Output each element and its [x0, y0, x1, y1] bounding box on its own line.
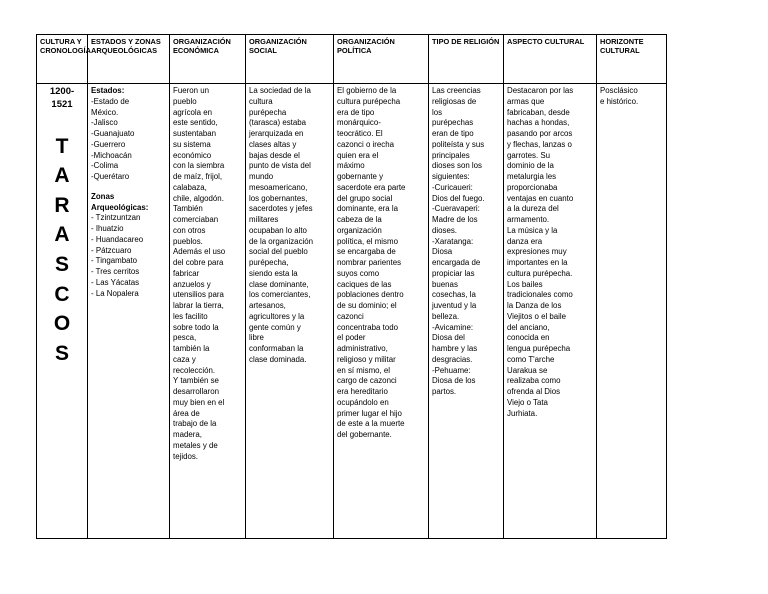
text-line: metales y de — [173, 440, 218, 450]
cell-estados — [88, 84, 170, 539]
zonas-title — [91, 192, 166, 214]
text-line: dominio de la — [507, 161, 554, 171]
cell-cultural — [504, 84, 597, 539]
text-line: era de tipo — [337, 107, 375, 117]
text-line: proporcionaba — [507, 182, 558, 192]
text-line: cosechas, la — [432, 290, 476, 300]
text-line: Destacaron por las — [507, 86, 574, 95]
text-line: cargo de cazonci — [337, 376, 397, 386]
estados-list — [91, 97, 166, 183]
text-line: purépecha, — [249, 258, 289, 267]
text-line: La música y la — [507, 225, 558, 235]
text-line: armas que — [507, 96, 545, 106]
text-line: clase dominante, — [249, 279, 309, 289]
header-religion: TIPO DE RELIGIÓN — [429, 35, 504, 84]
text-line: fabricar — [173, 268, 200, 278]
text-line: los — [432, 107, 443, 117]
text-line: Diosa del — [432, 333, 465, 343]
culture-letter: R — [54, 193, 70, 217]
header-row — [37, 35, 667, 84]
text-line: agrícola en — [173, 107, 213, 117]
text-line: área de — [173, 408, 200, 418]
text-line: hachas a hondas, — [507, 118, 570, 128]
zona-item: - La Nopalera — [91, 288, 139, 298]
text-line: a la dureza del — [507, 204, 559, 214]
text-line: Jurhiata. — [507, 408, 538, 418]
text-line: de su dominio; el — [337, 301, 397, 310]
zona-item: - Tzintzuntzan — [91, 213, 141, 223]
text-line: -Curicaueri: — [432, 182, 473, 192]
text-line: hambre y las — [432, 344, 478, 353]
text-line: utensilios para — [173, 290, 224, 300]
text-line: ofrenda al Dios — [507, 387, 561, 396]
culture-letter: O — [53, 312, 71, 336]
text-line: con otros — [173, 225, 206, 235]
text-line: Uarakua se — [507, 365, 548, 375]
text-line: desgracias. — [432, 354, 473, 364]
text-line: este sentido, — [173, 118, 218, 128]
text-line: cultura — [249, 96, 273, 106]
text-line: cabeza de la — [337, 215, 382, 224]
text-line: el poder — [337, 333, 366, 343]
text-line: metalurgia les — [507, 172, 557, 181]
header-social: ORGANIZACIÓN SOCIAL — [246, 35, 334, 84]
culture-letter: T — [55, 134, 69, 158]
text-line: suyos como — [337, 268, 380, 278]
text-line: buenas — [432, 279, 458, 289]
text-line: Viejo o Tata — [507, 397, 548, 407]
text-line: desarrollaron — [173, 387, 220, 396]
text-line: como T'arche — [507, 354, 555, 364]
text-line: su sistema — [173, 139, 211, 149]
text-line: agricultores y la — [249, 311, 305, 321]
text-line: mundo — [249, 172, 274, 181]
text-line: siendo esta la — [249, 268, 298, 278]
text-line: con la siembra — [173, 161, 225, 171]
year-end: 1521 — [51, 98, 73, 110]
text-line: cultura purépecha. — [507, 268, 573, 278]
text-line: pasando por arcos — [507, 129, 573, 138]
zona-item: - Tingambato — [91, 256, 138, 266]
text-line: administrativo, — [337, 344, 388, 353]
text-line: sacerdote era parte — [337, 182, 406, 192]
text-line: monárquico- — [337, 118, 381, 128]
text-line: Diosa de los — [432, 376, 476, 386]
text-line: pueblos. — [173, 236, 203, 246]
text-line: quien era el — [337, 150, 379, 160]
text-line: pueblo — [173, 96, 197, 106]
text-line: se encargaba de — [337, 247, 396, 257]
text-line: politeísta y sus — [432, 139, 485, 149]
text-line: dominante, era la — [337, 204, 398, 214]
header-cultural: ASPECTO CULTURAL — [504, 35, 597, 84]
estados-title: Estados: — [91, 86, 125, 95]
text-line: clase dominada. — [249, 354, 307, 364]
text-line: chile, algodón. — [173, 193, 224, 203]
text-line: labrar la tierra, — [173, 301, 224, 310]
text-line: conformaban la — [249, 344, 304, 353]
text-line: importantes en la — [507, 258, 568, 267]
text-line: belleza. — [432, 311, 460, 321]
zonas-list — [91, 213, 166, 299]
text-line: principales — [432, 150, 470, 160]
text-line: la Danza de los — [507, 301, 562, 310]
culture-letter: A — [54, 223, 70, 247]
text-line: religioso y militar — [337, 354, 396, 364]
text-line: teocrático. El — [337, 129, 383, 138]
culture-letter: A — [54, 164, 70, 188]
text-line: punto de vista del — [249, 161, 311, 171]
text-line: cazonci o irecha — [337, 139, 395, 149]
cell-economica — [170, 84, 246, 539]
text-line: los comerciantes, — [249, 290, 311, 300]
text-line: ocupaban lo alto — [249, 225, 307, 235]
culture-table — [36, 34, 667, 539]
text-line: muy bien en el — [173, 397, 225, 407]
text-line: Además el uso — [173, 247, 226, 257]
text-line: -Pehuame: — [432, 365, 471, 375]
text-line: de este a la muerte — [337, 419, 405, 429]
text-line: expresiones muy — [507, 247, 567, 257]
zona-item: - Ihuatzio — [91, 224, 124, 233]
zona-item: - Pátzcuaro — [91, 245, 132, 255]
header-estados: ESTADOS Y ZONAS ARQUEOLÓGICAS — [88, 35, 170, 84]
estado-item: -Jalisco — [91, 118, 118, 128]
text-line: eran de tipo — [432, 129, 474, 138]
text-line: anzuelos y — [173, 279, 211, 289]
text-line: concentraba todo — [337, 322, 398, 332]
text-line: Viejitos o el baile — [507, 311, 567, 321]
text-line: de maíz, frijol, — [173, 172, 223, 181]
text-line: gente común y — [249, 322, 301, 332]
estado-item: -Michoacán — [91, 150, 132, 160]
text-line: Madre de los — [432, 215, 478, 224]
text-line: dioses. — [432, 225, 458, 235]
text-line: del grupo social — [337, 193, 393, 203]
text-line: bajas desde el — [249, 150, 300, 160]
cell-religion — [429, 84, 504, 539]
cell-cultura — [37, 84, 88, 539]
text-line: lengua purépecha — [507, 344, 571, 353]
zonas-title-line: Zonas — [91, 191, 115, 201]
text-line: recolección. — [173, 365, 216, 375]
text-line: mesoamericano, — [249, 182, 308, 192]
estado-item: México. — [91, 107, 119, 117]
text-line: les facilito — [173, 311, 208, 321]
text-line: también la — [173, 344, 210, 353]
text-line: Posclásico — [600, 86, 638, 95]
zonas-title-line: Arqueológicas: — [91, 202, 149, 212]
text-line: garrotes. Su — [507, 150, 550, 160]
text-line: armamento. — [507, 215, 550, 224]
estado-item: -Colima — [91, 161, 119, 171]
text-line: del gobernante. — [337, 430, 392, 439]
text-line: Dios del fuego. — [432, 193, 485, 203]
estado-item: -Querétaro — [91, 172, 130, 181]
text-line: nombrar parientes — [337, 258, 402, 267]
text-line: calabaza, — [173, 182, 207, 192]
text-line: conocida en — [507, 333, 550, 343]
text-line: trabajo de la — [173, 419, 217, 429]
header-politica: ORGANIZACIÓN POLÍTICA — [334, 35, 429, 84]
text-line: madera, — [173, 430, 202, 439]
text-line: Los bailes — [507, 279, 543, 289]
text-line: -Cueravaperi: — [432, 204, 480, 214]
text-line: económico — [173, 150, 212, 160]
text-line: pesca, — [173, 333, 197, 343]
text-line: partos. — [432, 387, 457, 396]
text-line: -Xaratanga: — [432, 236, 474, 246]
text-line: sobre todo la — [173, 322, 219, 332]
estado-item: -Estado de — [91, 96, 130, 106]
text-line: artesanos, — [249, 301, 286, 310]
text-line: máximo — [337, 161, 365, 171]
text-line: era hereditario — [337, 387, 388, 396]
year-start: 1200- — [49, 86, 75, 97]
estado-item: -Guanajuato — [91, 129, 135, 138]
culture-letter: S — [54, 253, 69, 276]
text-line: Fueron un — [173, 86, 209, 95]
text-line: tradicionales como — [507, 290, 573, 300]
text-line: cazonci — [337, 311, 364, 321]
text-line: tejidos. — [173, 451, 199, 461]
text-line: sacerdotes y jefes — [249, 204, 313, 214]
header-horizonte: HORIZONTE CULTURAL — [597, 35, 667, 84]
text-line: juventud y la — [432, 301, 477, 310]
text-line: realizaba como — [507, 376, 561, 386]
text-line: (tarasca) estaba — [249, 118, 307, 128]
text-line: Diosa — [432, 247, 453, 257]
text-line: de la organización — [249, 236, 314, 246]
text-line: jerarquizada en — [249, 129, 304, 138]
culture-name-vertical — [40, 132, 84, 369]
text-line: comerciaban — [173, 215, 219, 224]
text-line: También — [173, 204, 203, 214]
cell-politica — [334, 84, 429, 539]
text-line: social del pueblo — [249, 247, 308, 257]
text-line: clases altas y — [249, 139, 297, 149]
cell-horizonte — [597, 84, 667, 539]
text-line: gobernante y — [337, 172, 384, 181]
cell-social — [246, 84, 334, 539]
text-line: encargada de — [432, 258, 481, 267]
text-line: organización — [337, 225, 382, 235]
text-line: sustentaban — [173, 129, 216, 138]
text-line: política, el mismo — [337, 236, 398, 246]
culture-letter: C — [54, 282, 70, 306]
text-line: dioses son los — [432, 161, 483, 171]
text-line: primer lugar el hijo — [337, 408, 402, 418]
text-line: libre — [249, 333, 264, 343]
text-line: fabricaban, desde — [507, 107, 570, 117]
zona-item: - Huandacareo — [91, 234, 144, 244]
tarascos-row — [37, 84, 667, 539]
text-line: religiosas de — [432, 96, 477, 106]
header-economica: ORGANIZACIÓN ECONÓMICA — [170, 35, 246, 84]
text-line: ocupándolo en — [337, 397, 389, 407]
culture-letter: S — [54, 341, 69, 365]
text-line: cultura purépecha — [337, 96, 401, 106]
chronology — [40, 86, 84, 112]
text-line: del cobre para — [173, 258, 224, 267]
text-line: -Avicamine: — [432, 322, 474, 332]
text-line: caza y — [173, 354, 196, 364]
zona-item: - Las Yácatas — [91, 277, 140, 287]
text-line: en sí mismo, el — [337, 365, 391, 375]
text-line: militares — [249, 215, 279, 224]
zona-item: - Tres cerritos — [91, 267, 140, 276]
text-line: ventajas en cuanto — [507, 193, 574, 203]
text-line: del anciano, — [507, 322, 550, 332]
text-line: purépechas — [432, 118, 474, 128]
text-line: Las creencias — [432, 86, 481, 95]
estado-item: -Guerrero — [91, 139, 126, 149]
text-line: danza era — [507, 236, 543, 246]
text-line: poblaciones dentro — [337, 290, 404, 300]
text-line: y flechas, lanzas o — [507, 139, 572, 149]
text-line: e histórico. — [600, 96, 639, 106]
text-line: siguientes: — [432, 172, 470, 181]
text-line: caciques de las — [337, 279, 392, 289]
text-line: El gobierno de la — [337, 86, 397, 95]
text-line: purépecha — [249, 107, 287, 117]
text-line: propiciar las — [432, 268, 475, 278]
text-line: La sociedad de la — [249, 86, 311, 95]
text-line: Y también se — [173, 376, 219, 386]
text-line: los gobernantes, — [249, 193, 308, 203]
header-cultura: CULTURA Y CRONOLOGÍA — [37, 35, 88, 84]
